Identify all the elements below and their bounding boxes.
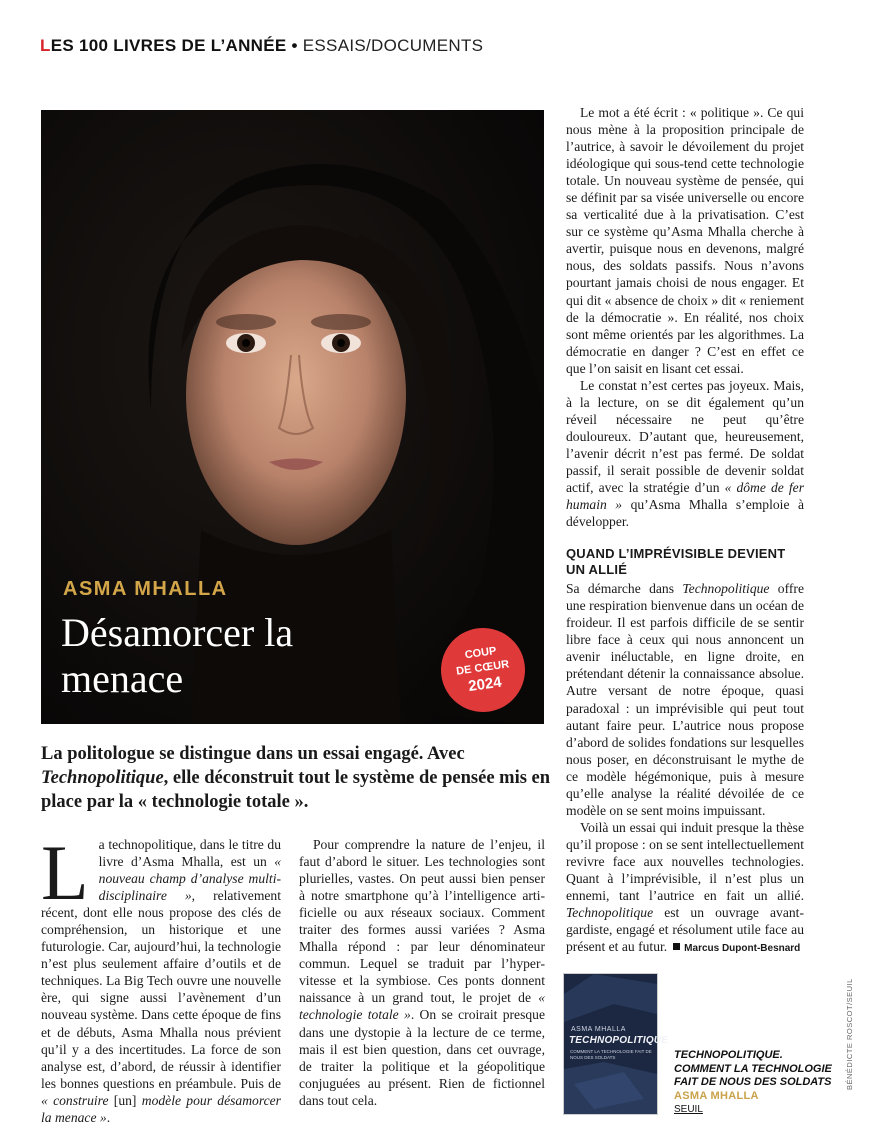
c3-paragraph-2 bbox=[566, 377, 804, 530]
book-info bbox=[674, 1049, 854, 1117]
c1-text-c: [un] bbox=[108, 1092, 142, 1108]
cover-author: ASMA MHALLA bbox=[571, 1026, 626, 1033]
c3-p3-text-b: offre une respiration bienvenue dans un océan de froideur. Il est parfois difficile de se sentir libre face à ceux qui nous annoncent un avenir inéluctable, en ligne droite, en prétendant détenir la connaissance absolue. Autre versant de notre époque, quasi paradoxal : un imprévisible qui peut tout autant faire peur. L’autrice nous propose d’abord de solides fondations sur lesquelles nous poser, en déconstruisant le mythe de ce modèle hégémonique, puis à mesure qu’elle analyse la réalité dévoilée de ce modèle on se sent moins impuissant. bbox=[566, 581, 804, 818]
author-portrait bbox=[41, 110, 544, 724]
cover-title: TECHNOPOLITIQUE bbox=[569, 1035, 669, 1046]
author-signature: Marcus Dupont-Besnard bbox=[684, 943, 801, 955]
c3-paragraph-3 bbox=[566, 580, 804, 819]
photo-title: Désamorcer la menace bbox=[61, 610, 294, 701]
header-separator: • bbox=[291, 36, 298, 55]
header-section: ESSAIS/DOCUMENTS bbox=[302, 36, 484, 55]
c1-quote-a: « nouveau champ d’analyse multidisciplinaire » bbox=[98, 854, 281, 904]
photo-author-name: ASMA MHALLA bbox=[63, 578, 228, 600]
lead-part-1: La politologue se distingue dans un essai engagé. Avec bbox=[41, 744, 465, 764]
badge-year: 2024 bbox=[467, 673, 503, 696]
end-mark-icon bbox=[673, 943, 680, 950]
c1-quote-b: « construire bbox=[41, 1092, 109, 1108]
c3-p4-text-a: Voilà un essai qui induit presque la thèse qu’il propose : on se sent intellectuellement revivre face aux nouvelles technologies. Quant à l’imprévisible, il n’est plus un ennemi, tant l’autrice en fait un allié. bbox=[566, 819, 804, 904]
column1-paragraph bbox=[41, 829, 281, 1126]
c1-text-end: . bbox=[106, 1109, 111, 1125]
article-column-3 bbox=[566, 104, 804, 957]
book-author: ASMA MHALLA bbox=[674, 1089, 759, 1102]
drop-cap: L bbox=[41, 829, 89, 916]
page-header bbox=[40, 36, 483, 56]
lead-part-2: , elle déconstruit tout le système de pensée mis en place par la « technologie totale ». bbox=[41, 768, 551, 812]
article-column-1 bbox=[41, 829, 281, 1126]
column2-paragraph bbox=[299, 836, 545, 1109]
book-cover bbox=[564, 974, 669, 1114]
c1-text-a: a technopolitique, dans le titre du livre d’Asma Mhalla, est un bbox=[98, 837, 281, 870]
c3-paragraph-1: Le mot a été écrit : « politique ». Ce qui nous mène à la proposition principale de l’autrice, à savoir le dévoilement du projet idéologique qui sous-tend cette technologie totale. Un nouveau système de pensée, qui se définit par sa visée universelle ou encore sa verticalité due à la privatisation. C’est sur ce système qu’Asma Mhalla cherche à avertir, puisque nous en devenons, malgré nous, des soldats passifs. Nous n’avons pourtant jamais choisi de nous engager. Et qui dit « absence de choix » dit « reniement de la démocratie ». En réalité, nos choix sont même orientés par les algorithmes. La démocratie en danger ? C’est en effet ce que l’on saisit en lisant cet essai. bbox=[566, 105, 804, 376]
book-title-line-2: COMMENT LA TECHNOLOGIE bbox=[674, 1062, 832, 1075]
cover-subtitle: COMMENT LA TECHNOLOGIE FAIT DE NOUS DES SOLDATS bbox=[570, 1049, 652, 1060]
header-title: ES 100 LIVRES DE L’ANNÉE bbox=[50, 36, 287, 55]
article-column-2 bbox=[299, 836, 545, 1109]
c3-paragraph-4 bbox=[566, 819, 804, 957]
badge-line-2: DE CŒUR bbox=[455, 658, 510, 678]
c2-text-b: . On se croirait presque dans une dystopie à la lecture de ce terme, mais il est bien question, dans cet ouvrage, de traiter la politique et la géopolitique conjuguées au présent. Rien de fictionnel dans tout cela. bbox=[299, 1007, 545, 1108]
badge-line-1: COUP bbox=[464, 645, 498, 662]
photo-credit: BÉNÉDICTE ROSCOT/SEUIL bbox=[845, 978, 854, 1090]
c3-p2-quote: « dôme de fer humain » bbox=[566, 480, 804, 513]
book-title-line-1: TECHNOPOLITIQUE. bbox=[674, 1049, 783, 1061]
c2-text-a: Pour comprendre la nature de l’enjeu, il faut d’abord le situer. Les technologies sont plurielles, vastes. On peut aussi bien penser à notre smartphone qu’à l’intelligence artificielle ou aux réseaux sociaux. Comment traiter des formes aussi variées ? Asma Mhalla répond : par leur dénominateur commun. Lequel se traduit par l’hypervitesse et la symbiose. Ces ponts donnent naissance à un grand tout, le projet de bbox=[299, 837, 545, 1006]
book-publisher: SEUIL bbox=[674, 1104, 703, 1115]
c3-p4-text-b: est un ouvrage avant-gardiste, engagé et résolument utile face au présent et au futur. bbox=[566, 905, 804, 955]
lead-book-title: Technopolitique bbox=[41, 768, 164, 788]
c3-p4-book: Technopolitique bbox=[566, 905, 654, 921]
c3-p3-book: Technopolitique bbox=[682, 581, 770, 597]
c3-p2-text-b: qu’Asma Mhalla s’emploie à développer. bbox=[566, 497, 804, 530]
c3-p3-text-a: Sa démarche dans bbox=[566, 581, 683, 597]
c3-p2-text-a: Le constat n’est certes pas joyeux. Mais, à la lecture, on se dit également qu’un réveil nécessaire ne peut qu’être douloureux. D’autant que, heureusement, l’avenir décrit n’est pas fermé. De soldat passif, il serait possible de devenir soldat actif, avec la stratégie d’un bbox=[566, 377, 804, 496]
header-initial: L bbox=[40, 36, 51, 55]
section-subheading: QUAND L’IMPRÉVISIBLE DEVIENT UN ALLIÉ bbox=[566, 546, 786, 578]
book-title-line-3: FAIT DE NOUS DES SOLDATS bbox=[674, 1076, 832, 1088]
c1-quote-c: modèle pour désamorcer la menace » bbox=[41, 1092, 281, 1125]
c2-quote: « technologie totale » bbox=[299, 990, 545, 1023]
c1-text-b: , relativement récent, dont elle nous propose des clés de compréhension, un historique et une futurologie. Car, aujourd’hui, la technologie n’est plus seulement affaire d’outils et de techniques. La Big Tech ouvre une nouvelle ère, qui signe aussi l’avènement d’un nouveau système. Dans cette époque de fins et de débuts, Asma Mhalla nous prévient qu’il y a des incertitudes. La force de son analyse est, d’abord, de réussir à identifier les bonnes questions en préambule. Puis de bbox=[41, 888, 281, 1091]
article-lead bbox=[41, 742, 551, 814]
